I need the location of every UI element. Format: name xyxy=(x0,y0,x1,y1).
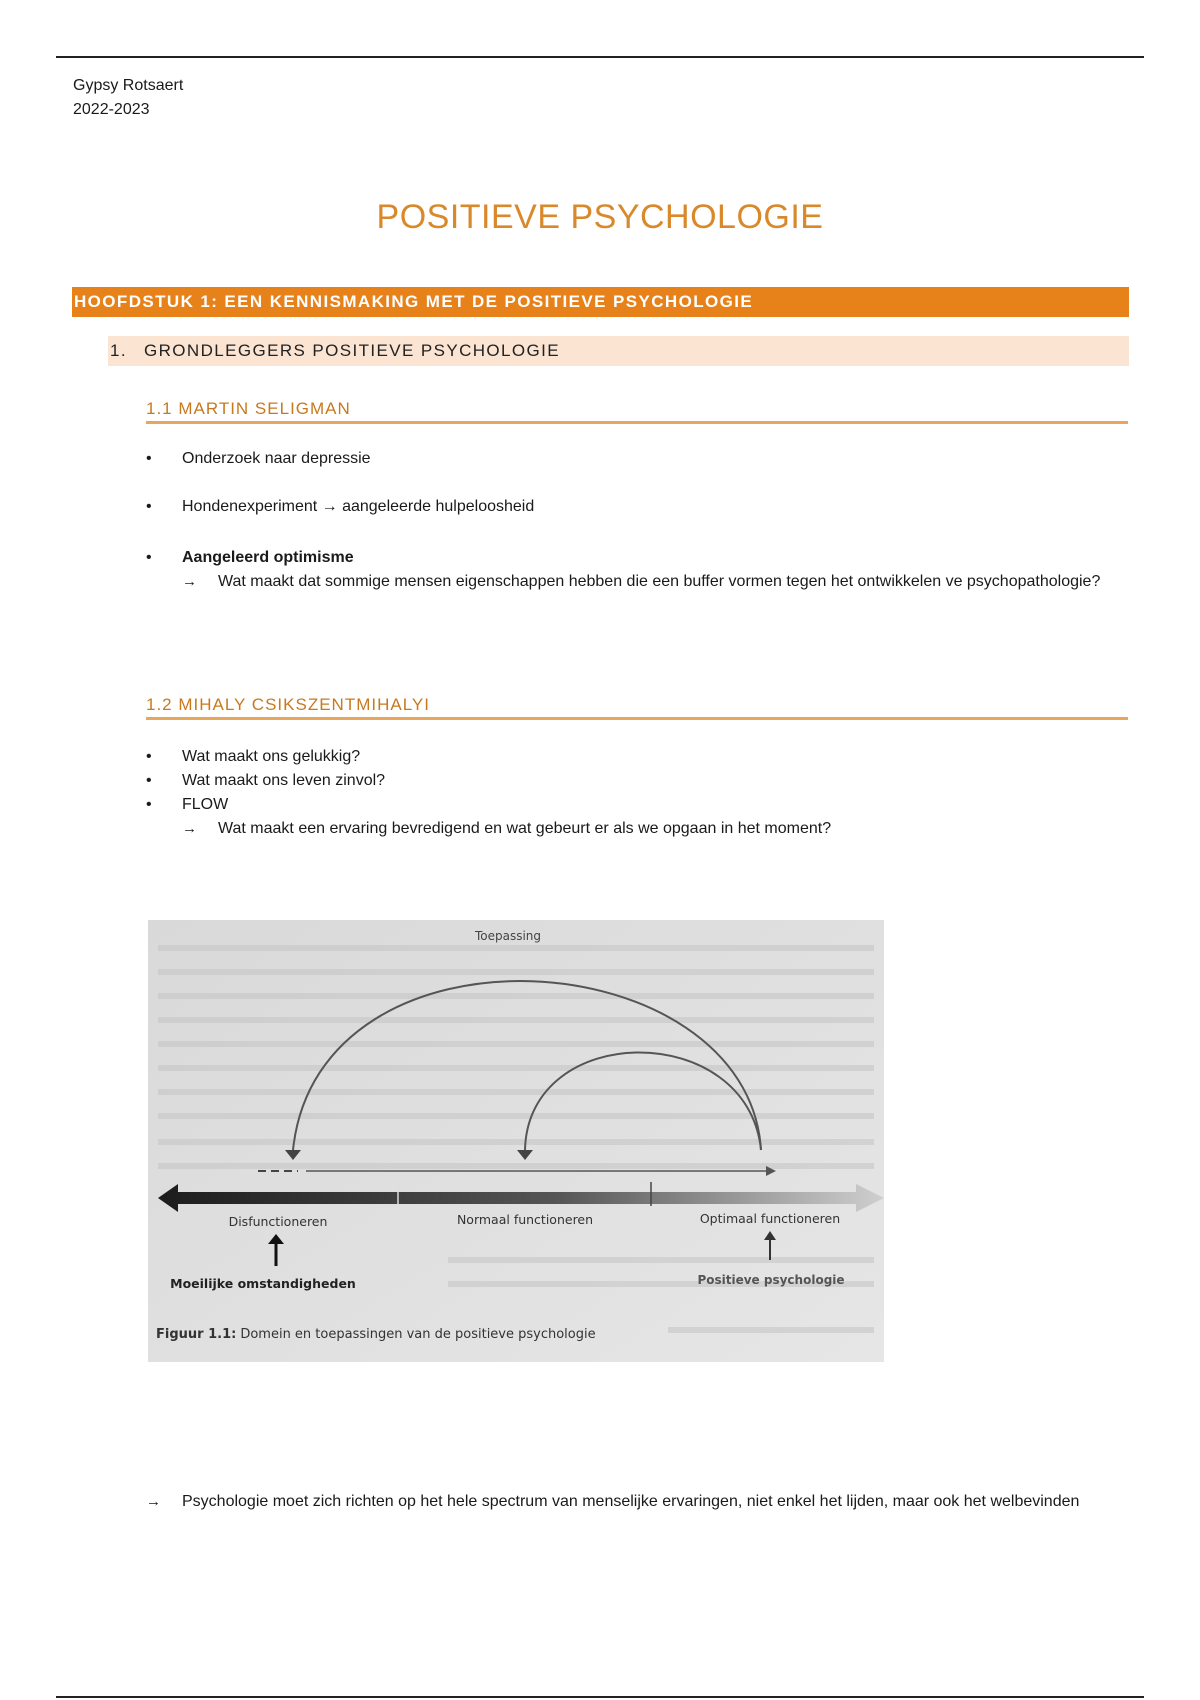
list-item-text: Wat maakt ons leven zinvol? xyxy=(182,772,386,789)
label-optimaal: Optimaal functioneren xyxy=(699,1211,841,1226)
section-number: 1. xyxy=(110,341,127,360)
header-rule xyxy=(56,56,1144,58)
figure-spectrum-diagram xyxy=(148,920,884,1362)
section-title: GRONDLEGGERS POSITIEVE PSYCHOLOGIE xyxy=(144,341,561,360)
bullet-marker: • xyxy=(146,549,152,566)
arrow-note-text: Wat maakt dat sommige mensen eigenschappen hebben die een buffer vormen tegen het ontwikkelen ve psychopathologie? xyxy=(218,573,1101,590)
bullet-marker: • xyxy=(146,772,152,789)
bullet-marker: • xyxy=(146,748,152,765)
author-name: Gypsy Rotsaert xyxy=(73,77,184,94)
caption-text: Domein en toepassingen van de positieve psychologie xyxy=(240,1327,596,1342)
arrow-marker: → xyxy=(182,820,197,837)
arrow-marker: → xyxy=(182,573,197,590)
arrow-note-text: Wat maakt een ervaring bevredigend en wat gebeurt er als we opgaan in het moment? xyxy=(218,820,832,837)
list-item-text: FLOW xyxy=(182,796,229,813)
label-toepassing: Toepassing xyxy=(474,929,542,943)
arrow-note-text: Psychologie moet zich richten op het hele spectrum van menselijke ervaringen, niet enkel het lijden, maar ook het welbevinden xyxy=(182,1493,1080,1510)
label-positieve-psychologie: Positieve psychologie xyxy=(697,1273,845,1287)
footer-rule xyxy=(56,1696,1144,1698)
list-item-text: Onderzoek naar depressie xyxy=(182,450,371,467)
page-title: POSITIEVE PSYCHOLOGIE xyxy=(376,198,824,236)
bullet-marker: • xyxy=(146,450,152,467)
label-normaal: Normaal functioneren xyxy=(456,1212,594,1227)
academic-year: 2022-2023 xyxy=(73,101,150,118)
bullet-marker: • xyxy=(146,796,152,813)
figure-caption xyxy=(156,1327,596,1342)
caption-label: Figuur 1.1: xyxy=(156,1327,237,1342)
bullet-marker: • xyxy=(146,498,152,515)
subsection-heading-csikszentmihalyi: 1.2 MIHALY CSIKSZENTMIHALYI xyxy=(146,690,1128,720)
subsection-heading-seligman: 1.1 MARTIN SELIGMAN xyxy=(146,394,1128,424)
list-item-text: Aangeleerd optimisme xyxy=(182,549,354,566)
list-item-text: Wat maakt ons gelukkig? xyxy=(182,748,361,765)
section-heading xyxy=(108,336,1129,366)
label-disfunctioneren: Disfunctioneren xyxy=(228,1214,328,1229)
label-moeilijke-omstandigheden: Moeilijke omstandigheden xyxy=(170,1276,356,1291)
document-meta xyxy=(73,74,183,122)
spectrum-diagram xyxy=(148,920,884,1362)
list-item-text: Hondenexperiment → aangeleerde hulpeloosheid xyxy=(182,498,535,515)
arrow-marker: → xyxy=(146,1493,161,1510)
chapter-heading: HOOFDSTUK 1: EEN KENNISMAKING MET DE POSITIEVE PSYCHOLOGIE xyxy=(72,287,1129,317)
